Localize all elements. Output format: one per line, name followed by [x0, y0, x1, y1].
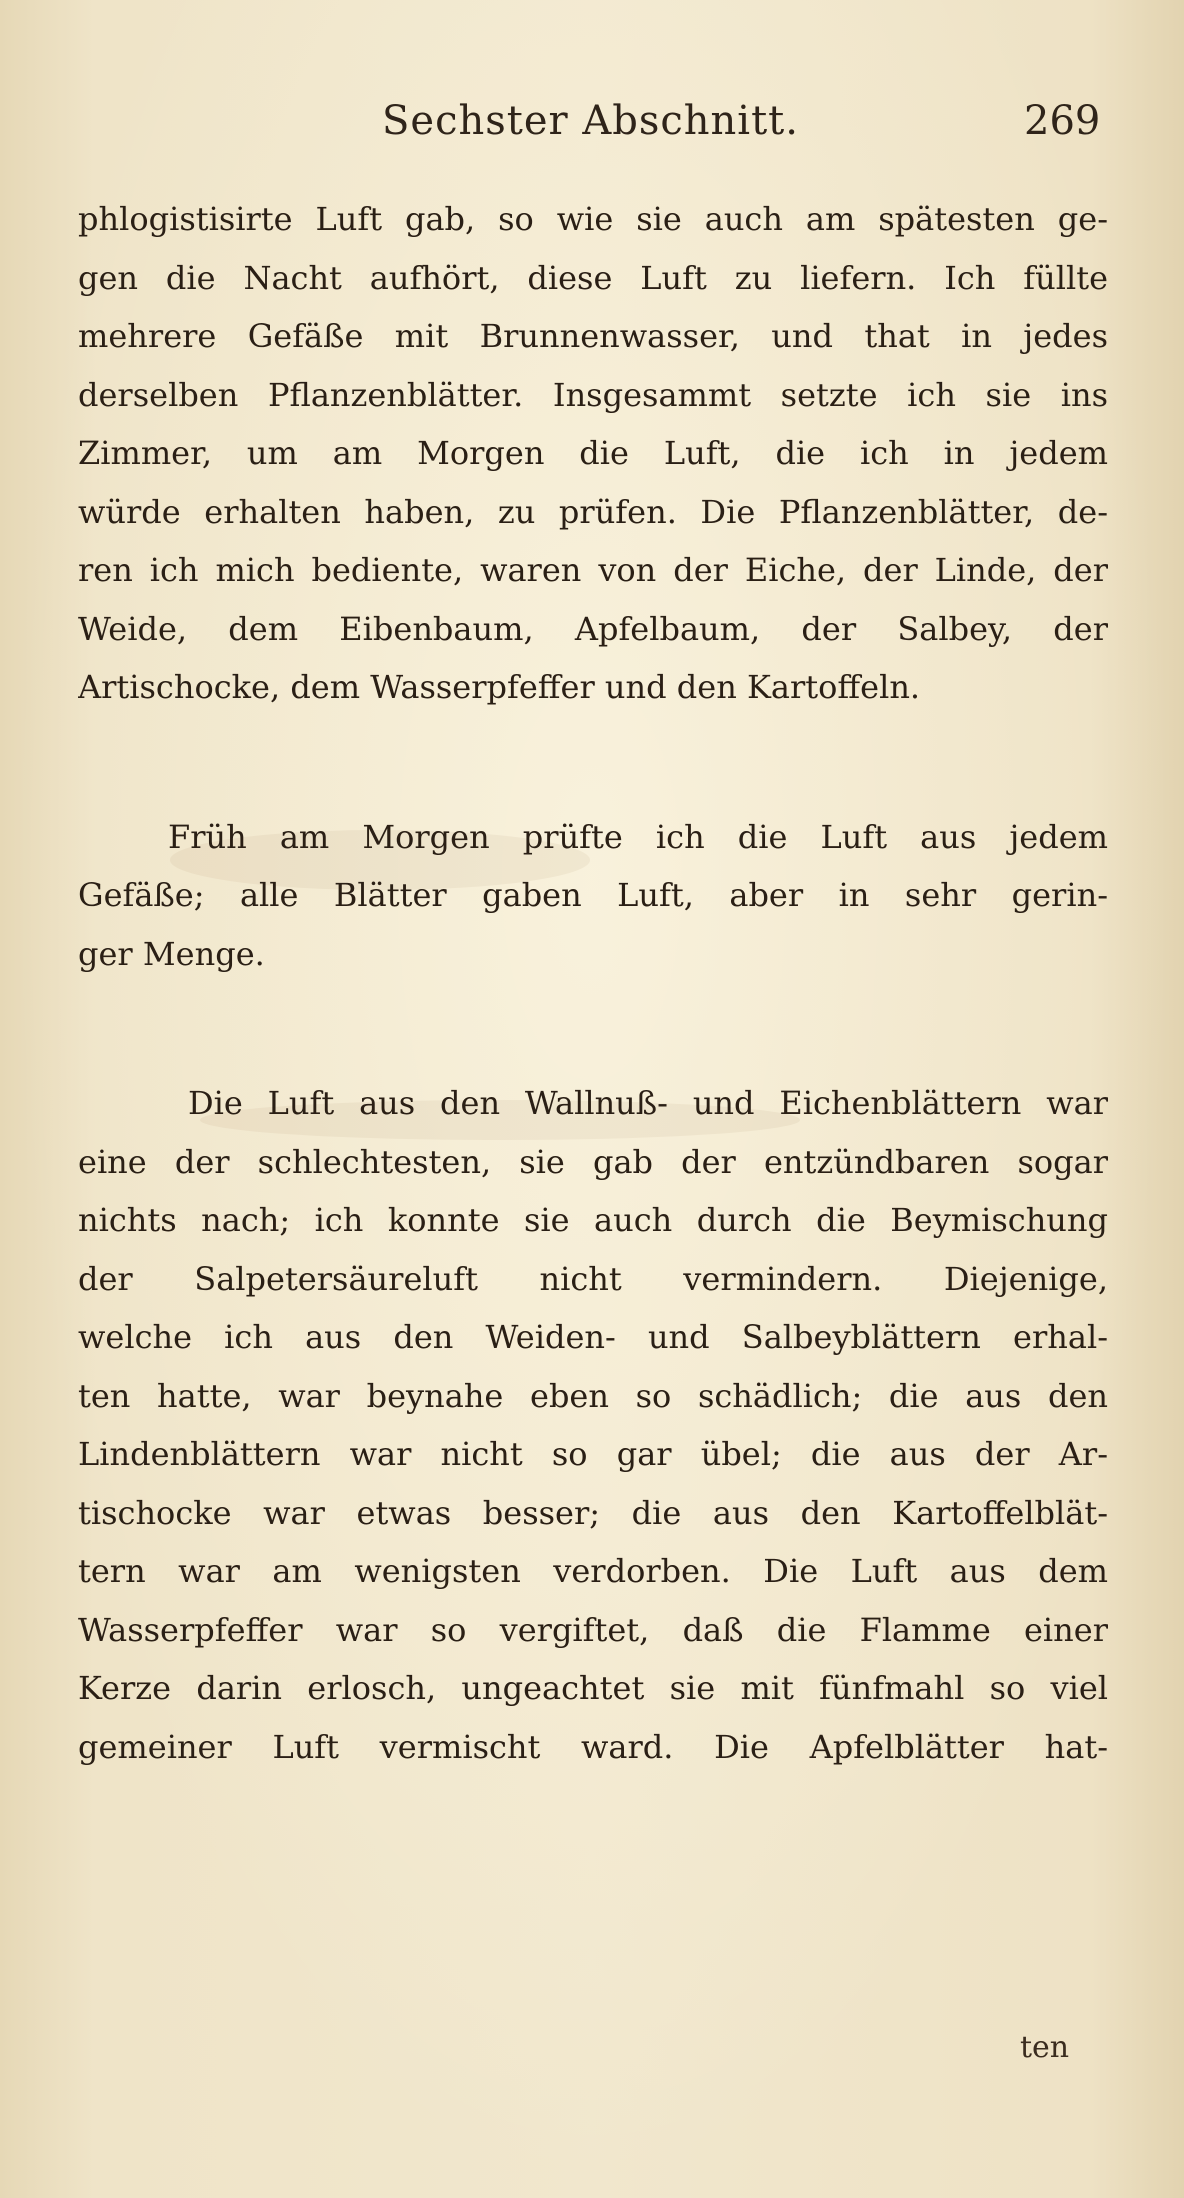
running-head: Sechster Abschnitt. [382, 98, 799, 144]
text-line: Gefäße; alle Blätter gaben Luft, aber in sehr gerin- [78, 876, 1108, 914]
text-line: derselben Pflanzenblätter. Insgesammt setzte ich sie ins [78, 375, 1108, 414]
text-line: welche ich aus den Weiden- und Salbeyblättern erhal- [78, 1318, 1108, 1356]
text-line: nichts nach; ich konnte sie auch durch die Beymischung [78, 1201, 1108, 1239]
paragraph-gap [78, 983, 1108, 1074]
text-line: eine der schlechtesten, sie gab der entzündbaren sogar [78, 1142, 1108, 1181]
page-header [0, 98, 1184, 158]
text-line: ten hatte, war beynahe eben so schädlich; die aus den [78, 1376, 1108, 1415]
paragraph-gap [78, 717, 1108, 808]
paragraph-2-cont [78, 866, 1108, 983]
text-line: Wasserpfeffer war so vergiftet, daß die Flamme einer [78, 1610, 1108, 1649]
text-line: ren ich mich bediente, waren von der Eiche, der Linde, der [78, 551, 1108, 589]
paragraph-3-cont [78, 1133, 1108, 1777]
text-line: Weide, dem Eibenbaum, Apfelbaum, der Salbey, der [78, 609, 1108, 648]
paragraph-2 [78, 808, 1108, 867]
text-line: gemeiner Luft vermischt ward. Die Apfelblätter hat- [78, 1727, 1108, 1766]
text-line: Kerze darin erlosch, ungeachtet sie mit fünfmahl so viel [78, 1669, 1108, 1707]
text-line: der Salpetersäureluft nicht vermindern. Diejenige, [78, 1259, 1108, 1298]
paragraph-1 [78, 190, 1108, 717]
page-number: 269 [1024, 98, 1101, 144]
text-line: ger Menge. [78, 934, 265, 973]
text-line: tern war am wenigsten verdorben. Die Luft aus dem [78, 1552, 1108, 1590]
text-line: gen die Nacht aufhört, diese Luft zu liefern. Ich füllte [78, 258, 1108, 297]
text-line: Zimmer, um am Morgen die Luft, die ich in jedem [78, 434, 1108, 472]
catchword: ten [1020, 2030, 1070, 2065]
paragraph-3 [78, 1074, 1108, 1133]
text-line: tischocke war etwas besser; die aus den Kartoffelblät- [78, 1493, 1108, 1532]
body-text [78, 190, 1108, 1776]
text-line: würde erhalten haben, zu prüfen. Die Pflanzenblätter, de- [78, 492, 1108, 531]
text-line: Die Luft aus den Wallnuß- und Eichenblättern war [188, 1084, 1108, 1122]
text-line: Früh am Morgen prüfte ich die Luft aus jedem [168, 817, 1108, 856]
text-line: mehrere Gefäße mit Brunnenwasser, und that in jedes [78, 317, 1108, 355]
text-line: phlogistisirte Luft gab, so wie sie auch am spätesten ge- [78, 200, 1108, 238]
text-line: Lindenblättern war nicht so gar übel; die aus der Ar- [78, 1435, 1108, 1473]
text-line: Artischocke, dem Wasserpfeffer und den Kartoffeln. [78, 668, 921, 706]
